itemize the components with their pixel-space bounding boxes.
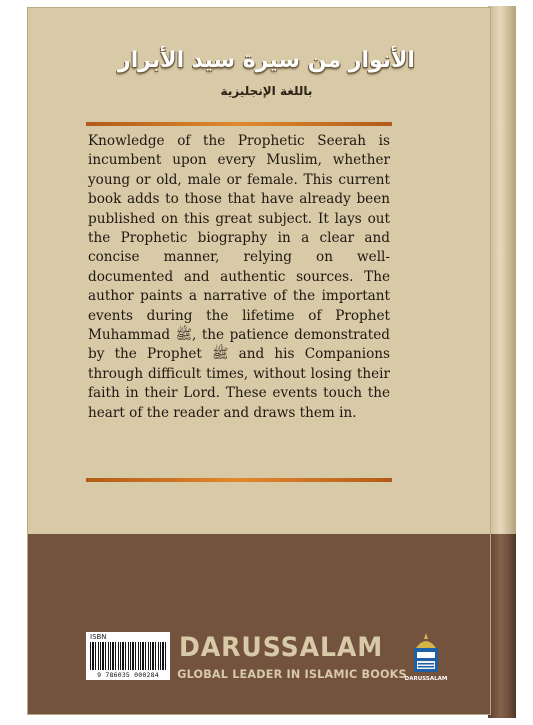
publisher-name: DARUSSALAM [178, 632, 384, 663]
top-divider [86, 122, 392, 126]
barcode-bars [90, 642, 166, 670]
arabic-subtitle: باللغة الإنجليزية [220, 84, 313, 98]
publisher-logo-label: DARUSSALAM [404, 676, 448, 682]
bottom-divider [86, 478, 392, 482]
isbn-number: 9 786035 000284 [97, 671, 159, 679]
publisher-logo-icon [410, 632, 442, 682]
isbn-barcode [86, 632, 170, 680]
book-description: Knowledge of the Prophetic Seerah is incumbent upon every Muslim, whether young or old, male or female. This current book adds to those that have already been published on this great subject. It lays out the Prophetic biography in a clear and concise manner, relying on well-documented and authentic sources. The author paints a narrative of the important events during the lifetime of Prophet Muhammad ﷺ, the patience demonstrated by the Prophet ﷺ and his Companions through difficult times, without losing their faith in their Lord. These events touch the heart of the reader and draws them in. [88, 133, 391, 421]
isbn-label: ISBN [90, 633, 107, 641]
book-spine-bottom [488, 534, 516, 718]
publisher-panel [28, 534, 490, 714]
arabic-title: الأنوار من سيرة سيد الأبرار [118, 48, 415, 73]
publisher-tagline: GLOBAL LEADER IN ISLAMIC BOOKS [177, 668, 407, 681]
